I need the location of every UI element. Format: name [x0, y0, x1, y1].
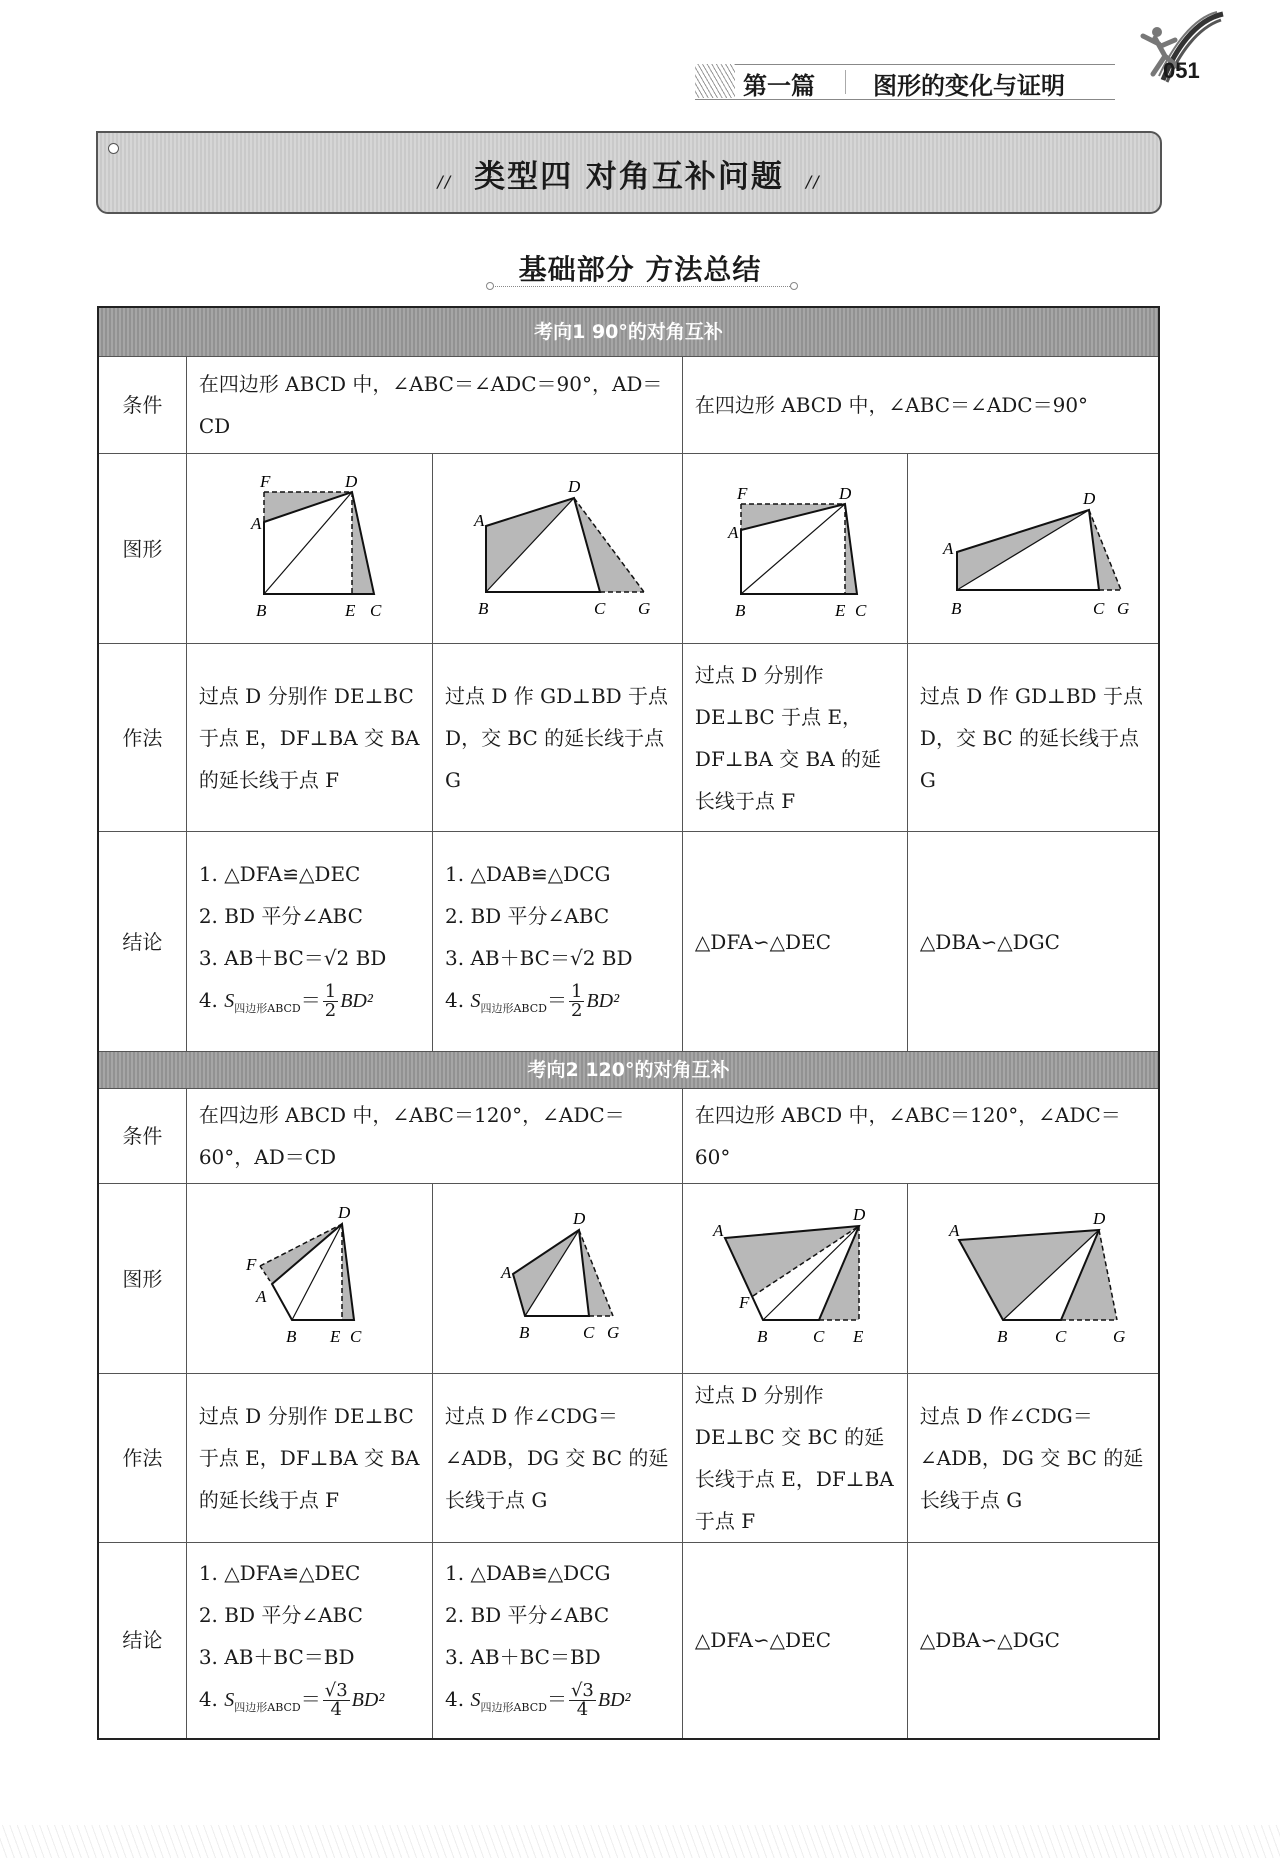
- row-label-condition: 条件: [98, 357, 186, 454]
- svg-text:D: D: [838, 483, 852, 503]
- subtitle-dot-left: [486, 282, 494, 290]
- condition-cell: 在四边形 ABCD 中，∠ABC＝120°，∠ADC＝60°: [682, 1089, 1159, 1184]
- section-banner: [96, 131, 1162, 214]
- svg-text:B: B: [996, 1326, 1008, 1346]
- geometry-figure-icon: [224, 1204, 394, 1354]
- row-label-method: 作法: [98, 644, 186, 832]
- geometry-figure-icon: [695, 1204, 895, 1354]
- section-heading: 考向2 120°的对角互补: [98, 1052, 1159, 1089]
- conclusion-cell: △DBA∽△DGC: [907, 1543, 1159, 1739]
- header-hatch-decoration: [695, 64, 735, 98]
- conclusion-item: 3. AB＋BC＝√2 BD: [445, 946, 633, 970]
- conclusion-cell: △DFA∽△DEC: [682, 832, 907, 1052]
- conclusion-item: 1. △DAB≌△DCG: [445, 1560, 611, 1585]
- conclusion-cell: △DFA∽△DEC: [682, 1543, 907, 1739]
- conclusion-item-area: 4. $S_{四边形ABCD}=$ $\frac{√3}{4}$ BD²: [445, 1679, 631, 1720]
- svg-text:F: F: [738, 1292, 750, 1312]
- row-label-condition: 条件: [98, 1089, 186, 1184]
- geometry-figure-icon: [452, 474, 662, 624]
- row-label-figure: 图形: [98, 1184, 186, 1374]
- banner-title-text: 类型四 对角互补问题: [474, 159, 784, 195]
- svg-text:E: E: [330, 1326, 341, 1346]
- method-cell: 过点 D 分别作 DE⊥BC 于点 E，DF⊥BA 交 BA 的延长线于点 F: [186, 1374, 432, 1543]
- svg-text:A: A: [942, 538, 954, 558]
- svg-text:C: C: [370, 600, 382, 620]
- section-heading-row: [98, 307, 1159, 357]
- svg-text:D: D: [345, 473, 358, 491]
- conclusion-item: 1. △DFA≌△DEC: [198, 862, 361, 886]
- section-heading-row: [98, 1052, 1159, 1089]
- method-cell: 过点 D 分别作 DE⊥BC 于点 E，DF⊥BA 交 BA 的延长线于点 F: [682, 644, 907, 832]
- chapter-title: 图形的变化与证明: [873, 72, 1065, 100]
- svg-text:F: F: [736, 483, 748, 503]
- subtitle-underline: [492, 286, 792, 287]
- fraction: $\frac{1}{2}$: [324, 981, 337, 1021]
- svg-text:D: D: [1082, 488, 1096, 508]
- method-cell: 过点 D 分别作 DE⊥BC 交 BC 的延长线于点 E，DF⊥BA 于点 F: [682, 1374, 907, 1543]
- figure-cell: [433, 1184, 683, 1374]
- svg-text:B: B: [478, 598, 489, 618]
- conclusion-item: 2. BD 平分∠ABC: [198, 1602, 363, 1627]
- running-header: [695, 50, 1125, 98]
- subtitle: 基础部分 方法总结: [518, 253, 762, 286]
- svg-text:E: E: [345, 600, 356, 620]
- geometry-figure-icon: [467, 1204, 647, 1354]
- svg-text:F: F: [260, 473, 271, 491]
- row-label-figure: 图形: [98, 454, 186, 644]
- geometry-figure-icon: [923, 474, 1143, 624]
- figure-row: [98, 1184, 1159, 1374]
- fraction: $\frac{1}{2}$: [570, 981, 583, 1021]
- svg-text:A: A: [474, 510, 485, 530]
- condition-cell: 在四边形 ABCD 中，∠ABC＝∠ADC＝90°，AD＝CD: [186, 357, 682, 454]
- method-row: [98, 644, 1159, 832]
- svg-text:A: A: [727, 522, 739, 542]
- conclusion-cell: [433, 832, 683, 1052]
- method-cell: 过点 D 作∠CDG＝∠ADB，DG 交 BC 的延长线于点 G: [433, 1374, 683, 1543]
- svg-text:F: F: [246, 1254, 257, 1274]
- conclusion-cell: [433, 1543, 683, 1739]
- condition-cell: 在四边形 ABCD 中，∠ABC＝∠ADC＝90°: [682, 357, 1159, 454]
- conclusion-row: [98, 832, 1159, 1052]
- figure-cell: [186, 454, 432, 644]
- page-bottom-texture: [0, 1825, 1280, 1858]
- svg-text:A: A: [948, 1220, 960, 1240]
- conclusion-item: 2. BD 平分∠ABC: [445, 1602, 610, 1627]
- figure-cell: [433, 454, 683, 644]
- svg-text:G: G: [638, 598, 651, 618]
- method-cell: 过点 D 分别作 DE⊥BC 于点 E，DF⊥BA 交 BA 的延长线于点 F: [186, 644, 432, 832]
- svg-text:C: C: [812, 1326, 825, 1346]
- svg-text:D: D: [573, 1208, 586, 1228]
- svg-text:B: B: [256, 600, 267, 620]
- geometry-figure-icon: [224, 474, 394, 624]
- conclusion-item: 1. △DFA≌△DEC: [198, 1560, 361, 1585]
- svg-text:D: D: [338, 1203, 351, 1222]
- conclusion-item: 2. BD 平分∠ABC: [445, 904, 610, 928]
- fraction: $\frac{√3}{4}$: [324, 1679, 348, 1720]
- svg-text:E: E: [852, 1326, 864, 1346]
- conclusion-item: 3. AB＋BC＝√2 BD: [198, 946, 387, 970]
- figure-cell: [186, 1184, 432, 1374]
- svg-text:A: A: [251, 513, 262, 533]
- figure-cell: [907, 1184, 1159, 1374]
- row-label-conclusion: 结论: [98, 1543, 186, 1739]
- svg-text:G: G: [607, 1322, 620, 1342]
- conclusion-row: [98, 1543, 1159, 1739]
- svg-text:D: D: [1092, 1208, 1106, 1228]
- svg-text:B: B: [519, 1322, 530, 1342]
- conclusion-cell: [186, 832, 432, 1052]
- method-cell: 过点 D 作 GD⊥BD 于点 D，交 BC 的延长线于点 G: [907, 644, 1159, 832]
- conclusion-cell: [186, 1543, 432, 1739]
- conclusion-item: 3. AB＋BC＝BD: [445, 1644, 601, 1669]
- svg-text:C: C: [1092, 598, 1105, 618]
- subtitle-dot-right: [790, 282, 798, 290]
- conclusion-cell: △DBA∽△DGC: [907, 832, 1159, 1052]
- conclusion-item-area: 4. $S_{四边形ABCD}=$ $\frac{1}{2}$ BD²: [198, 981, 373, 1021]
- row-label-conclusion: 结论: [98, 832, 186, 1052]
- method-cell: 过点 D 作∠CDG＝∠ADB，DG 交 BC 的延长线于点 G: [907, 1374, 1159, 1543]
- part-label: 第一篇: [743, 72, 815, 100]
- figure-cell: [907, 454, 1159, 644]
- figure-row: [98, 454, 1159, 644]
- banner-marker-left: //: [437, 172, 453, 191]
- svg-text:C: C: [1054, 1326, 1067, 1346]
- svg-text:C: C: [583, 1322, 595, 1342]
- section-heading: 考向1 90°的对角互补: [98, 307, 1159, 357]
- svg-text:D: D: [568, 476, 581, 496]
- conclusion-item: 2. BD 平分∠ABC: [198, 904, 363, 928]
- svg-text:B: B: [756, 1326, 768, 1346]
- svg-text:B: B: [950, 598, 962, 618]
- method-row: [98, 1374, 1159, 1543]
- svg-text:B: B: [734, 600, 746, 620]
- svg-text:C: C: [594, 598, 606, 618]
- svg-text:E: E: [834, 600, 846, 620]
- row-label-method: 作法: [98, 1374, 186, 1543]
- method-summary-table: [97, 306, 1160, 1740]
- conclusion-item: 3. AB＋BC＝BD: [198, 1644, 355, 1669]
- figure-cell: [682, 1184, 907, 1374]
- conclusion-item-area: 4. $S_{四边形ABCD}=$ $\frac{√3}{4}$ BD²: [198, 1679, 385, 1720]
- conclusion-item-area: 4. $S_{四边形ABCD}=$ $\frac{1}{2}$ BD²: [445, 981, 620, 1021]
- svg-text:C: C: [854, 600, 867, 620]
- svg-text:A: A: [501, 1262, 512, 1282]
- conclusion-item: 1. △DAB≌△DCG: [445, 862, 611, 886]
- geometry-figure-icon: [705, 474, 885, 624]
- banner-title: [98, 151, 1160, 196]
- fraction: $\frac{√3}{4}$: [570, 1679, 594, 1720]
- header-divider: [845, 70, 846, 94]
- svg-text:C: C: [350, 1326, 362, 1346]
- geometry-figure-icon: [933, 1204, 1133, 1354]
- svg-text:G: G: [1116, 598, 1130, 618]
- figure-cell: [682, 454, 907, 644]
- svg-text:D: D: [852, 1204, 866, 1224]
- banner-marker-right: //: [805, 172, 821, 191]
- condition-cell: 在四边形 ABCD 中，∠ABC＝120°，∠ADC＝60°，AD＝CD: [186, 1089, 682, 1184]
- condition-row: [98, 1089, 1159, 1184]
- svg-text:G: G: [1112, 1326, 1126, 1346]
- runner-logo-icon: [1135, 10, 1225, 100]
- method-cell: 过点 D 作 GD⊥BD 于点 D，交 BC 的延长线于点 G: [433, 644, 683, 832]
- svg-text:B: B: [286, 1326, 297, 1346]
- page-number: 051: [1163, 58, 1200, 83]
- condition-row: [98, 357, 1159, 454]
- svg-text:A: A: [712, 1220, 724, 1240]
- svg-text:A: A: [256, 1286, 267, 1306]
